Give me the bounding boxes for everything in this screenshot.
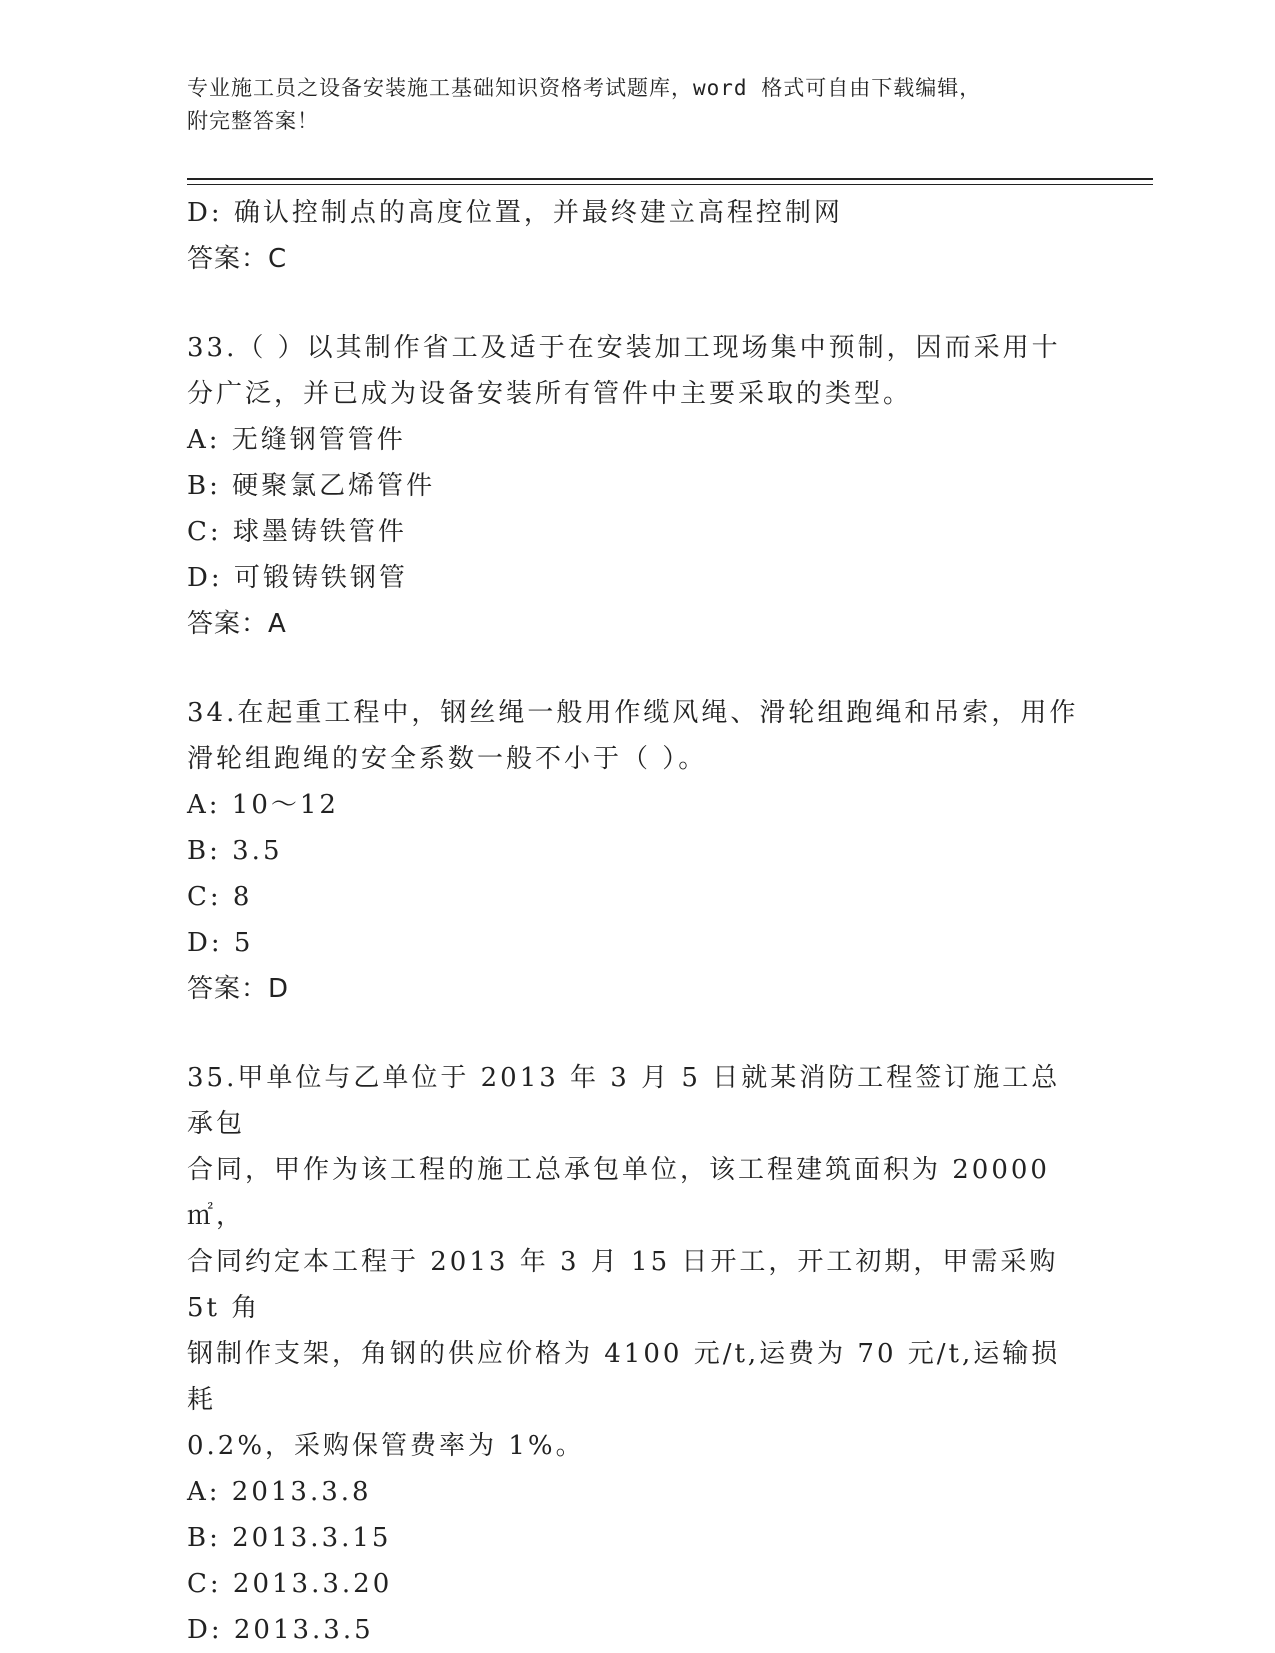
answer-line: 答案：C xyxy=(187,244,288,274)
option-b: B: 3.5 xyxy=(187,836,283,866)
option-c: C: 球墨铸铁管件 xyxy=(187,517,407,547)
header-line-1: 专业施工员之设备安装施工基础知识资格考试题库，word 格式可自由下载编辑， xyxy=(187,76,982,100)
header-rule-thin xyxy=(187,184,1153,185)
question-text-line: 合同，甲作为该工程的施工总承包单位，该工程建筑面积为 20000㎡， xyxy=(187,1155,1050,1231)
question-33 xyxy=(187,325,1087,647)
question-text-line: 钢制作支架，角钢的供应价格为 4100 元/t,运费为 70 元/t,运输损耗 xyxy=(187,1339,1061,1415)
option-b: B: 硬聚氯乙烯管件 xyxy=(187,471,436,501)
question-text-line: 分广泛，并已成为设备安装所有管件中主要采取的类型。 xyxy=(187,379,913,409)
question-text-line: 34.在起重工程中，钢丝绳一般用作缆风绳、滑轮组跑绳和吊索，用作 xyxy=(187,698,1079,728)
question-35 xyxy=(187,1055,1087,1653)
question-text-line: 合同约定本工程于 2013 年 3 月 15 日开工，开工初期，甲需采购 5t 角 xyxy=(187,1247,1059,1323)
option-b: B: 2013.3.15 xyxy=(187,1523,392,1553)
option-c: C: 2013.3.20 xyxy=(187,1569,393,1599)
answer-line: 答案：A xyxy=(187,609,287,639)
option-d: D: 2013.3.5 xyxy=(187,1615,374,1645)
document-body xyxy=(187,190,1087,1653)
question-text-line: 33.（ ）以其制作省工及适于在安装加工现场集中预制，因而采用十 xyxy=(187,333,1061,363)
question-text-line: 0.2%，采购保管费率为 1%。 xyxy=(187,1431,585,1461)
document-header xyxy=(187,72,1087,138)
header-rule-thick xyxy=(187,178,1153,180)
option-c: C: 8 xyxy=(187,882,253,912)
option-a: A: 无缝钢管管件 xyxy=(187,425,406,455)
question-text-line: 35.甲单位与乙单位于 2013 年 3 月 5 日就某消防工程签订施工总承包 xyxy=(187,1063,1061,1139)
option-d: D: 5 xyxy=(187,928,254,958)
option-a: A: 10～12 xyxy=(187,790,339,820)
option-d: D: 可锻铸铁钢管 xyxy=(187,563,408,593)
question-text-line: 滑轮组跑绳的安全系数一般不小于（ ）。 xyxy=(187,744,708,774)
header-line-2: 附完整答案！ xyxy=(187,109,319,133)
question-34 xyxy=(187,690,1087,1012)
option-d: D: 确认控制点的高度位置，并最终建立高程控制网 xyxy=(187,198,843,228)
previous-question-tail xyxy=(187,190,1087,282)
answer-line: 答案：D xyxy=(187,974,290,1004)
option-a: A: 2013.3.8 xyxy=(187,1477,372,1507)
